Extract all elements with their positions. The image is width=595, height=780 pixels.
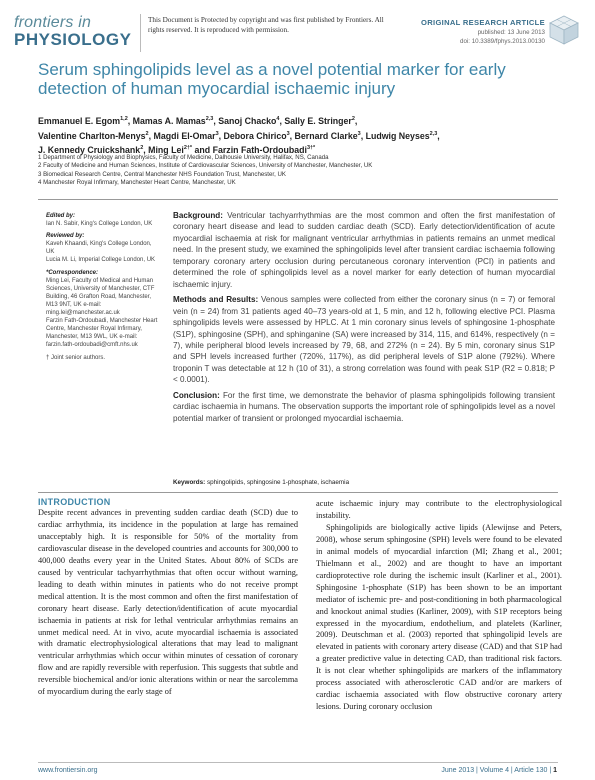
keywords-text: sphingolipids, sphingosine 1-phosphate, ischaemia bbox=[206, 479, 350, 486]
journal-logo-line2: PHYSIOLOGY bbox=[14, 30, 132, 49]
conclusion-label: Conclusion: bbox=[173, 390, 220, 400]
introduction-heading: INTRODUCTION bbox=[38, 497, 111, 507]
journal-logo-line1: frontiers in bbox=[14, 14, 92, 31]
edited-text: Ian N. Sabir, King's College London, UK bbox=[46, 221, 153, 228]
background-text: Ventricular tachyarrhythmias are the most common and often the first manifestation of coronary heart disease and lead to sudden cardiac death (SCD). Early detection/identification of acute myocardial ischaemia at risk for malignant ventricular arrhythmias in patients remains an unmet medical need. In the present study, we examined the sphingolipids level after transient cardiac ischaemia following temporary coronary artery occlusion during percutaneous coronary intervention (PCI) in patients and determined the role of sphingolipids level as a novel marker for early detection of human myocardial ischaemic injury. bbox=[173, 211, 555, 289]
joint-authors-note: † Joint senior authors. bbox=[46, 354, 106, 361]
author-line: Emmanuel E. Egom$^{1,2}$, Mamas A. Mamas$^{2,3}$, Sanoj Chacko$^4$, Sally E. Stringer$^2$, Valentine Charlton-Menys$^2$, Magdi El-Omar$^3$, Debora Chirico$^3$, Bernard Clarke$^3$, Ludwig Neyses$^{2,3}$, J. Kennedy Cruickshank$^2$, Ming Lei$^{2\dagger*}$ and Farzin Fath-Ordoubadi$^{3\dagger*}$ bbox=[38, 115, 440, 156]
publication-info bbox=[460, 29, 545, 46]
divider-abstract bbox=[38, 492, 558, 493]
affiliation-4: 4 Manchester Royal Infirmary, Manchester Heart Centre, Manchester, UK bbox=[38, 178, 236, 186]
conclusion-text: For the first time, we demonstrate the behavior of plasma sphingolipids following transient cardiac ischaemia in humans. The observation supports the important role of sphingolipids level as a novel potential marker of transient or prolonged myocardial ischaemia. bbox=[173, 390, 556, 423]
author-list bbox=[38, 113, 568, 157]
edited-label: Edited by: bbox=[46, 213, 76, 219]
right-paragraph-1: acute ischaemic injury may contribute to the electrophysiological instability. bbox=[316, 499, 562, 520]
body-column-right bbox=[316, 498, 562, 713]
correspondence-1: Ming Lei, Faculty of Medical and Human Sciences, University of Manchester, CTF Building, 46 Grafton Road, Manchester, M13 9NT, UK e-mail: ming.lei@manchester.ac.uk bbox=[46, 277, 155, 317]
affiliation-1: 1 Department of Physiology and Biophysics, Faculty of Medicine, Dalhousie University, Halifax, NS, Canada bbox=[38, 154, 329, 161]
keywords-label: Keywords: bbox=[173, 479, 206, 486]
footer-url[interactable]: www.frontiersin.org bbox=[38, 767, 98, 774]
doi: doi: 10.3389/fphys.2013.00130 bbox=[460, 37, 545, 45]
reviewed-label: Reviewed by: bbox=[46, 233, 85, 240]
reviewer-2: Lucia M. Li, Imperial College London, UK bbox=[46, 257, 156, 264]
keywords bbox=[173, 479, 555, 486]
header-divider bbox=[140, 14, 141, 52]
page-number: 1 bbox=[553, 767, 557, 774]
footer-divider bbox=[38, 762, 558, 763]
right-paragraph-2: Sphingolipids are biologically active lipids (Alewijnse and Peters, 2008), whose serum sphingosine (SPH) levels were found to be elevated in animal models of myocardial infarction (MI; Zhang et al., 2001; Thielmann et al., 2002) and are thought to have an important cardioprotective role during the ischemic insult (Karliner et al., 2001). Sphingosine 1-phosphate (S1P) has been shown to be an important mediator of ischemic pre- and post-conditioning in both pharmacological and knockout animal studies (Karliner, 2009), with S1P receptors being expressed in the myocardium, endothelium, and platelets (Karliner, 2009). Deutschman et al. (2003) reported that sphingolipid levels are elevated in patients with coronary artery disease (CAD) and that S1P had a greater predictive value in detecting CAD, than traditional risk factors. It is not clear whether sphingolipids are markers of the inflammatory process associated with atherosclerotic CAD and/or are markers of cardiac ischaemia associated with flow obstructive coronary artery lesions. During coronary occlusion bbox=[316, 522, 562, 712]
methods-text: Venous samples were collected from either the coronary sinus (n = 7) or femoral vein (n = 24) from 31 patients aged 40–73 years-old at 1, 5 min, and 12 h, following elective PCI. Plasma sphingolipids levels were assessed by HPLC. At 1 min coronary sinus levels of sphingosine 1-phosphate (S1P), sphingosine (SPH), and sphinganine (SA) were increased by 314, 115, and 614%, respectively (n = 7), while peripheral blood levels increased by 79, 68, and 272% (n = 24). By 5 min, coronary sinus S1P and SPH levels increased further (720%, 117%), as did peripheral levels of S1P alone (792%). Where troponin T was detectable at 12 h (10 of 31), a strong correlation was found with peak S1P (R2 = 0.818; P < 0.0001). bbox=[173, 295, 556, 385]
article-type: ORIGINAL RESEARCH ARTICLE bbox=[421, 18, 545, 27]
published-date: published: 13 June 2013 bbox=[477, 29, 545, 36]
editorial-sidebar bbox=[46, 212, 159, 366]
footer-issue bbox=[441, 767, 557, 774]
issue-info: June 2013 | Volume 4 | Article 130 | bbox=[441, 767, 552, 774]
background-label: Background: bbox=[173, 211, 223, 220]
reviewer-1: Kaveh Khaandi, King's College London, UK bbox=[46, 241, 152, 256]
affiliations bbox=[38, 154, 568, 187]
methods-label: Methods and Results: bbox=[173, 295, 259, 305]
correspondence-label: *Correspondence: bbox=[46, 269, 99, 276]
affiliation-2: 2 Faculty of Medicine and Human Sciences, Institute of Cardiovascular Sciences, University of Manchester, Manchester, UK bbox=[38, 162, 373, 170]
copyright-notice: This Document is Protected by copyright and was first published by Frontiers. All rights reserved. It is reproduced with permission. bbox=[148, 16, 384, 34]
abstract bbox=[173, 210, 555, 428]
correspondence-2: Farzin Fath-Ordoubadi, Manchester Heart Centre, Manchester Royal Infirmary, Manchester, M13 9WL, UK e-mail: farzin.fath-ordoubadi@cmft.nhs.uk bbox=[46, 318, 158, 349]
article-title: Serum sphingolipids level as a novel potential marker for early detection of human myocardial ischaemic injury bbox=[38, 60, 506, 98]
body-column-left bbox=[38, 507, 298, 698]
intro-paragraph: Despite recent advances in preventing sudden cardiac death (SCD) due to cardiac arrhythmia, its incidence in the population at large has remained unacceptably high. It is responsible for 50% of the mortality from cardiovascular disease in the developed countries and accounts for 300,000 to 400,000 deaths every year in the United States. About 80% of SCDs are caused by ventricular tachyarrhythmias that often occur without warning, leading to death within minutes in patients who do not receive prompt medical attention. It is the most common and often the first manifestation of coronary heart disease. Early detection/identification of acute myocardial ischaemia in patients at risk for lethal ventricular arrhythmias remains an unmet medical need. At in vivo, acute myocardial ischaemia is associated with dramatic electrophysiological alterations that may lead to malignant ventricular arrhythmias which occur within minutes of cessation of coronary flow and are rapidly reversible with reperfusion. This suggests that subtle and reversible biochemical and/or ionic alterations within or near the sarcolemma of myocardium during the early stage of bbox=[38, 508, 298, 697]
cube-logo-icon bbox=[548, 14, 580, 46]
divider-top bbox=[38, 199, 558, 200]
affiliation-3: 3 Biomedical Research Centre, Central Manchester NHS Foundation Trust, Manchester, UK bbox=[38, 170, 286, 178]
